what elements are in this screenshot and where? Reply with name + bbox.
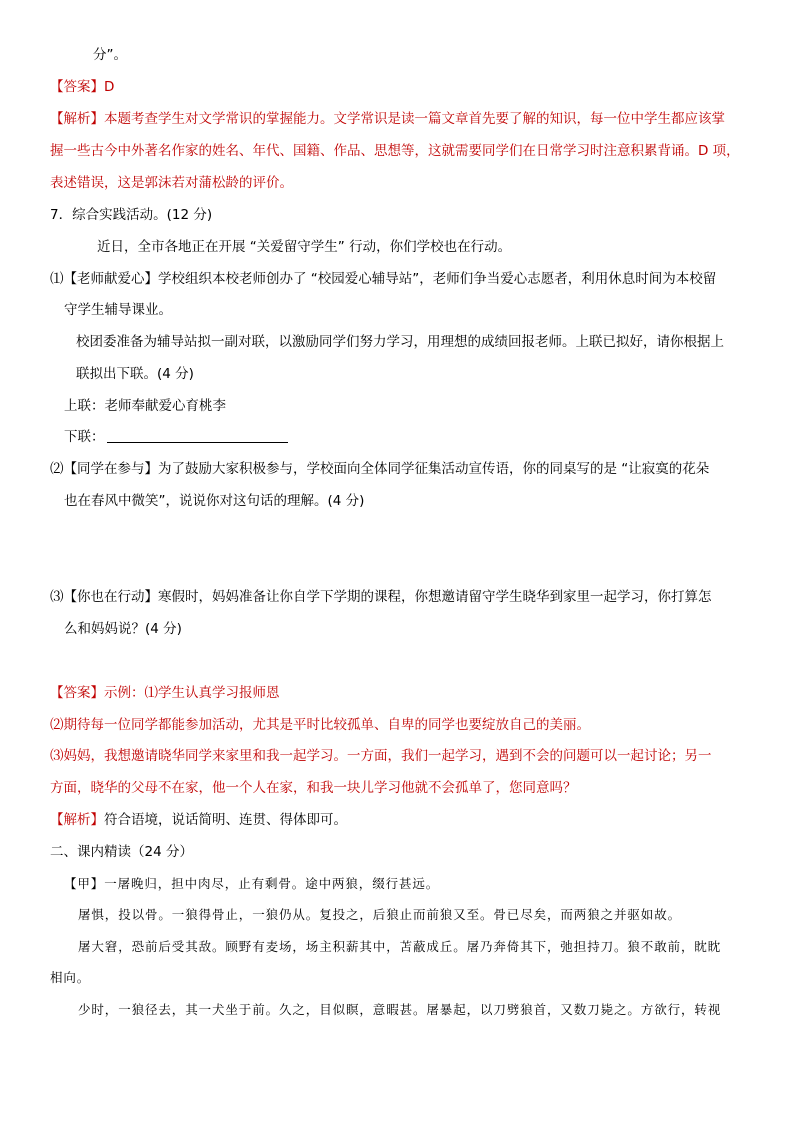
classical-text-line: 屠惧，投以骨。一狼得骨止，一狼仍从。复投之，后狼止而前狼又至。骨已尽矣，而两狼之并驱如故。 <box>78 907 682 922</box>
answer-text: 示例：⑴学生认真学习报师恩 <box>104 685 280 701</box>
analysis-line <box>50 110 725 128</box>
answer-line <box>50 78 114 96</box>
section-title: 二、课内精读（24 分） <box>50 844 193 860</box>
question-text: 校团委准备为辅导站拟一副对联，以激励同学们努力学习，用理想的成绩回报老师。上联已拟好，请你根据上 <box>76 334 724 350</box>
answer-tag: 【答案】 <box>50 685 104 701</box>
analysis-line: 握一些古今中外著名作家的姓名、年代、国籍、作品、思想等，这就需要同学们在日常学习时注意积累背诵。D 项， <box>50 143 740 159</box>
question-title: 7．综合实践活动。(12 分) <box>50 207 213 223</box>
answer-blank[interactable] <box>107 428 288 443</box>
couplet-lower-label: 下联： <box>64 429 105 445</box>
couplet-upper: 上联：老师奉献爱心育桃李 <box>64 398 226 414</box>
question-text: ⑶【你也在行动】寒假时，妈妈准备让你自学下学期的课程，你想邀请留守学生晓华到家里一起学习，你打算怎 <box>50 589 712 605</box>
classical-text-line: 【甲】一屠晚归，担中肉尽，止有剩骨。途中两狼，缀行甚远。 <box>64 876 440 891</box>
answer-tag: 【答案】 <box>50 79 104 95</box>
analysis-tag: 【解析】 <box>50 812 104 828</box>
couplet-lower <box>64 428 288 446</box>
answer-line: 方面，晓华的父母不在家，他一个人在家，和我一块儿学习他就不会孤单了，您同意吗？ <box>50 780 577 796</box>
classical-text-line: 屠大窘，恐前后受其敌。顾野有麦场，场主积薪其中，苫蔽成丘。屠乃奔倚其下，弛担持刀。狼不敢前，眈眈 <box>78 939 722 954</box>
classical-text-line: 少时，一狼径去，其一犬坐于前。久之，目似瞑，意暇甚。屠暴起，以刀劈狼首，又数刀毙之。方欲行，转视 <box>78 1002 722 1017</box>
text-line: 分”。 <box>93 47 127 63</box>
analysis-line: 表述错误，这是郭沫若对蒲松龄的评价。 <box>50 175 293 191</box>
analysis-text: 符合语境，说话简明、连贯、得体即可。 <box>104 812 347 828</box>
answer-value: D <box>104 79 115 95</box>
question-text: ⑴【老师献爱心】学校组织本校老师创办了 “校园爱心辅导站”，老师们争当爱心志愿者，利用休息时间为本校留 <box>50 271 717 287</box>
question-text: 也在春风中微笑”，说说你对这句话的理解。(4 分) <box>64 493 365 509</box>
question-text: 么和妈妈说？(4 分) <box>64 621 182 637</box>
answer-line <box>50 684 280 702</box>
analysis-line <box>50 811 347 829</box>
analysis-text: 本题考查学生对文学常识的掌握能力。文学常识是读一篇文章首先要了解的知识，每一位中学生都应该掌 <box>104 111 725 127</box>
question-text: ⑵【同学在参与】为了鼓励大家积极参与，学校面向全体同学征集活动宣传语，你的同桌写的是 “让寂寞的花朵 <box>50 461 710 477</box>
question-text: 守学生辅导课业。 <box>64 302 172 318</box>
classical-text-line: 相向。 <box>50 970 91 985</box>
answer-line: ⑶妈妈，我想邀请晓华同学来家里和我一起学习。一方面，我们一起学习，遇到不会的问题可以一起讨论；另一 <box>50 748 712 764</box>
question-text: 联拟出下联。(4 分) <box>76 366 194 382</box>
question-intro: 近日，全市各地正在开展 “关爱留守学生” 行动，你们学校也在行动。 <box>97 239 512 255</box>
analysis-tag: 【解析】 <box>50 111 104 127</box>
answer-line: ⑵期待每一位同学都能参加活动，尤其是平时比较孤单、自卑的同学也要绽放自己的美丽。 <box>50 717 590 733</box>
